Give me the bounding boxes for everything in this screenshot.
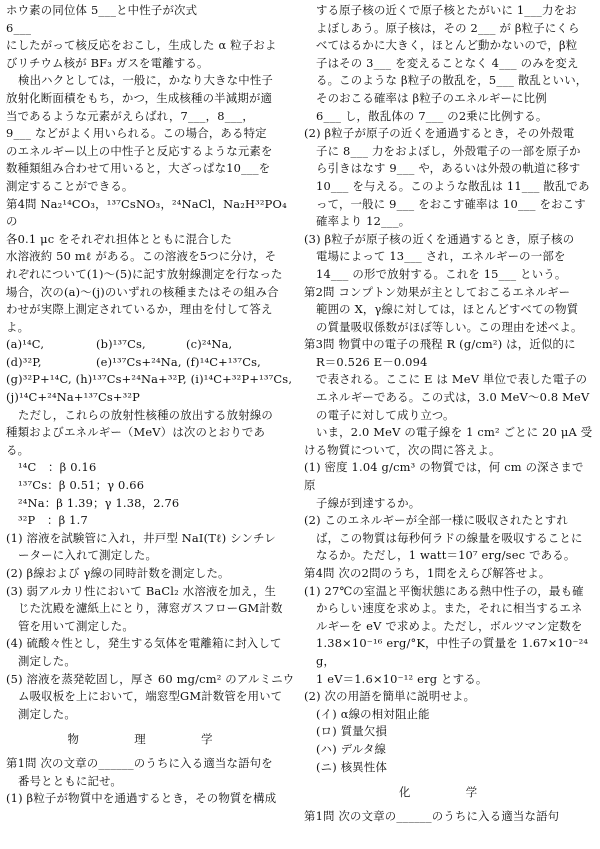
text-line: (2) 次の用語を簡単に説明せよ。 <box>304 689 476 704</box>
text-line: る。このような β粒子の散乱を，5___ 散乱といい， <box>316 73 588 88</box>
text-line: 1.38×10⁻¹⁶ erg/°K，中性子の質量を 1.67×10⁻²⁴ g， <box>316 636 589 668</box>
text-line: 6___ <box>6 20 32 35</box>
text-line: からしい速度を求めよ。また，それに相当するエネ <box>316 601 583 616</box>
text-line: ーターに入れて測定した。 <box>18 548 158 563</box>
text-line: ば，この物質は毎秒何ラドの線量を吸収することに <box>316 530 583 545</box>
text-line: 第1問 次の文章の______のうちに入る適当な語句を <box>6 755 273 770</box>
text-line: (3) 弱アルカリ性において BaCl₂ 水溶液を加え，生 <box>6 583 277 598</box>
text-line: 第4問 Na₂¹⁴CO₃，¹³⁷CsNO₃，²⁴NaCl，Na₂H³²PO₄の <box>6 196 287 229</box>
text-line: (1) 密度 1.04 g/cm³ の物質では，何 cm の深さまで原 <box>304 460 584 493</box>
text-line: 検出ハクとしては，一般に，かなり大きな中性子 <box>18 73 273 88</box>
text-line: 第4問 次の2問のうち，1問をえらび解答せよ。 <box>304 566 551 580</box>
text-line: (3) β粒子が原子核の近くを通過するとき，原子核の <box>304 231 575 246</box>
choice-item: (a)¹⁴C, <box>6 337 45 352</box>
text-line: る。 <box>6 442 30 457</box>
text-line: (ハ) デルタ線 <box>316 741 387 756</box>
text-line: で表される。ここに E は MeV 単位で表した電子の <box>316 372 588 387</box>
text-line: 14___ の形で放射する。これを 15___ という。 <box>316 266 567 281</box>
text-line: そのおこる確率は β粒子のエネルギーに比例 <box>316 90 547 105</box>
text-line: 電場によって 13___ され，エネルギーの一部を <box>316 249 566 264</box>
text-line: よぼしあう。原子核は，その 2___ が β粒子にくら <box>316 20 580 35</box>
text-line: ら引きはなす 9___ や，あるいは外殻の軌道に移す <box>316 161 581 176</box>
choice-row <box>6 336 296 354</box>
choice-row <box>6 354 296 372</box>
left-column <box>6 2 296 808</box>
text-line: ホウ素の同位体 5___と中性子が次式 <box>6 3 198 17</box>
text-line: 1 eV＝1.6×10⁻¹² erg とする。 <box>316 671 488 686</box>
text-line: のエネルギー以上の中性子と反応するような元素を <box>6 143 273 158</box>
text-line: なるか。ただし，1 watt＝10⁷ erg/sec である。 <box>316 548 576 563</box>
choice-row: (j)¹⁴C+²⁴Na+¹³⁷Cs+³²P <box>6 390 141 405</box>
text-line: 9___ などがよく用いられる。この場合，ある特定 <box>6 126 267 141</box>
choice-item: (d)³²P, <box>6 354 42 369</box>
text-line: 第1問 次の文章の______のうちに入る適当な語句 <box>304 808 560 823</box>
text-line: ける物質について，次の問に答えよ。 <box>304 442 501 457</box>
text-line: 6___ し，散乱体の 7___ の2乗に比例する。 <box>316 108 548 123</box>
text-line: 放射化断面積をもち，かつ，生成核種の半減期が適 <box>6 90 273 105</box>
text-line: 数種類組み合わせて用いると，大ざっぱな10___を <box>6 161 271 176</box>
text-line: 当であるような元素がえらばれ，7___，8___， <box>6 108 254 123</box>
right-column <box>304 2 594 825</box>
text-line: (4) 硫酸々性とし，発生する気体を電離箱に封入して <box>6 636 282 651</box>
section-title-physics: 物 理 学 <box>67 732 235 747</box>
text-line: びリチウム核が BF₃ ガスを電離する。 <box>6 55 209 70</box>
text-line: って，一般に 9___ をおこす確率は 10___ をおこす <box>316 196 586 211</box>
choice-item: (b)¹³⁷Cs, <box>96 337 146 352</box>
text-line: 第3問 物質中の電子の飛程 R (g/cm²) は，近似的に <box>304 337 576 352</box>
text-line: ム吸収板を上において，端窓型GM計数管を用いて <box>18 689 283 704</box>
text-line: ³²P ：β 1.7 <box>18 513 88 528</box>
text-line: (1) β粒子が物質中を通過するとき，その物質を構成 <box>6 791 277 806</box>
text-line: (ニ) 核異性体 <box>316 759 388 774</box>
text-line: いま，2.0 MeV の電子線を 1 cm² ごとに 20 μA 受 <box>316 425 593 440</box>
choice-item: (c)²⁴Na, <box>186 337 233 352</box>
text-line: れぞれについて(1)～(5)に記す放射線測定を行なった <box>6 266 283 281</box>
text-line: 確率より 12___。 <box>316 214 411 229</box>
text-line: 範囲の X，γ線に対しては，ほとんどすべての物質 <box>316 302 579 317</box>
text-line: (2) β粒子が原子の近くを通過するとき，その外殻電 <box>304 126 575 141</box>
text-line: 測定した。 <box>18 706 76 721</box>
text-line: 場合，次の(a)～(j)のいずれの核種またはその組み合 <box>6 284 279 299</box>
text-line: 子はその 3___ を変えることなく 4___ のみを変え <box>316 55 579 70</box>
text-line: わせが実際上測定されているか，理由を付して答え <box>6 302 273 317</box>
choice-row: (g)³²P+¹⁴C, (h)¹³⁷Cs+²⁴Na+³²P, (i)¹⁴C+³²P+¹³⁷Cs, <box>6 372 293 387</box>
text-line: 10___ を与える。このような散乱は 11___ 散乱であ <box>316 178 590 193</box>
text-line: (2) β線および γ線の同時計数を測定した。 <box>6 566 230 580</box>
choice-item: (e)¹³⁷Cs+²⁴Na, <box>96 354 182 369</box>
text-line: ¹³⁷Cs：β 0.51；γ 0.66 <box>18 478 145 493</box>
text-line: (1) 溶液を試験管に入れ，井戸型 NaI(Tℓ) シンチレ <box>6 530 277 545</box>
text-line: ただし，これらの放射性核種の放出する放射線の <box>18 407 273 422</box>
text-line: する原子核の近くで原子核とたがいに 1___力をお <box>316 3 577 17</box>
text-line: 測定することができる。 <box>6 178 134 193</box>
text-line: 水溶液約 50 mℓ がある。この溶液を5つに分け，そ <box>6 249 277 264</box>
text-line: 子に 8___ 力をおよぼし，外殻電子の一部を原子か <box>316 143 581 158</box>
text-line: 第2問 コンプトン効果が主としておこるエネルギー <box>304 284 571 299</box>
text-line: にしたがって核反応をおこし，生成した α 粒子およ <box>6 38 277 53</box>
text-line: (イ) α線の相対阻止能 <box>316 706 430 721</box>
text-line: R＝0.526 E－0.094 <box>316 354 428 369</box>
text-line: ²⁴Na：β 1.39；γ 1.38，2.76 <box>18 495 180 510</box>
section-title-chemistry: 化 学 <box>398 785 500 800</box>
text-line: じた沈殿を濾紙上にとり，薄窓ガスフローGM計数 <box>18 601 283 616</box>
text-line: (5) 溶液を蒸発乾固し，厚さ 60 mg/cm² のアルミニウ <box>6 671 295 686</box>
text-line: 管を用いて測定した。 <box>18 618 134 633</box>
text-line: よ。 <box>6 319 30 334</box>
text-line: の電子に対して成り立つ。 <box>316 407 455 422</box>
text-line: 各0.1 μc をそれぞれ担体とともに混合した <box>6 231 232 246</box>
text-line: 測定した。 <box>18 653 76 668</box>
text-line: の質量吸収係数がほぼ等しい。この理由を述べよ。 <box>316 319 583 334</box>
choice-item: (f)¹⁴C+¹³⁷Cs, <box>186 354 261 369</box>
text-line: (2) このエネルギーが全部一様に吸収されたとすれ <box>304 513 568 528</box>
text-line: ¹⁴C ：β 0.16 <box>18 460 97 475</box>
text-line: エネルギーである。この式は，3.0 MeV～0.8 MeV <box>316 390 590 405</box>
text-line: 番号とともに記せ。 <box>18 773 122 788</box>
text-line: ルギーを eV で求めよ。ただし，ボルツマン定数を <box>316 618 583 633</box>
text-line: 子線が到達するか。 <box>316 495 421 510</box>
text-line: (ロ) 質量欠損 <box>316 724 388 739</box>
text-line: 種類およびエネルギー（MeV）は次のとおりであ <box>6 425 266 440</box>
text-line: べてはるかに大きく，ほとんど動かないので，β粒 <box>316 38 578 53</box>
text-line: (1) 27℃の室温と平衡状態にある熱中性子の，最も確 <box>304 583 584 598</box>
